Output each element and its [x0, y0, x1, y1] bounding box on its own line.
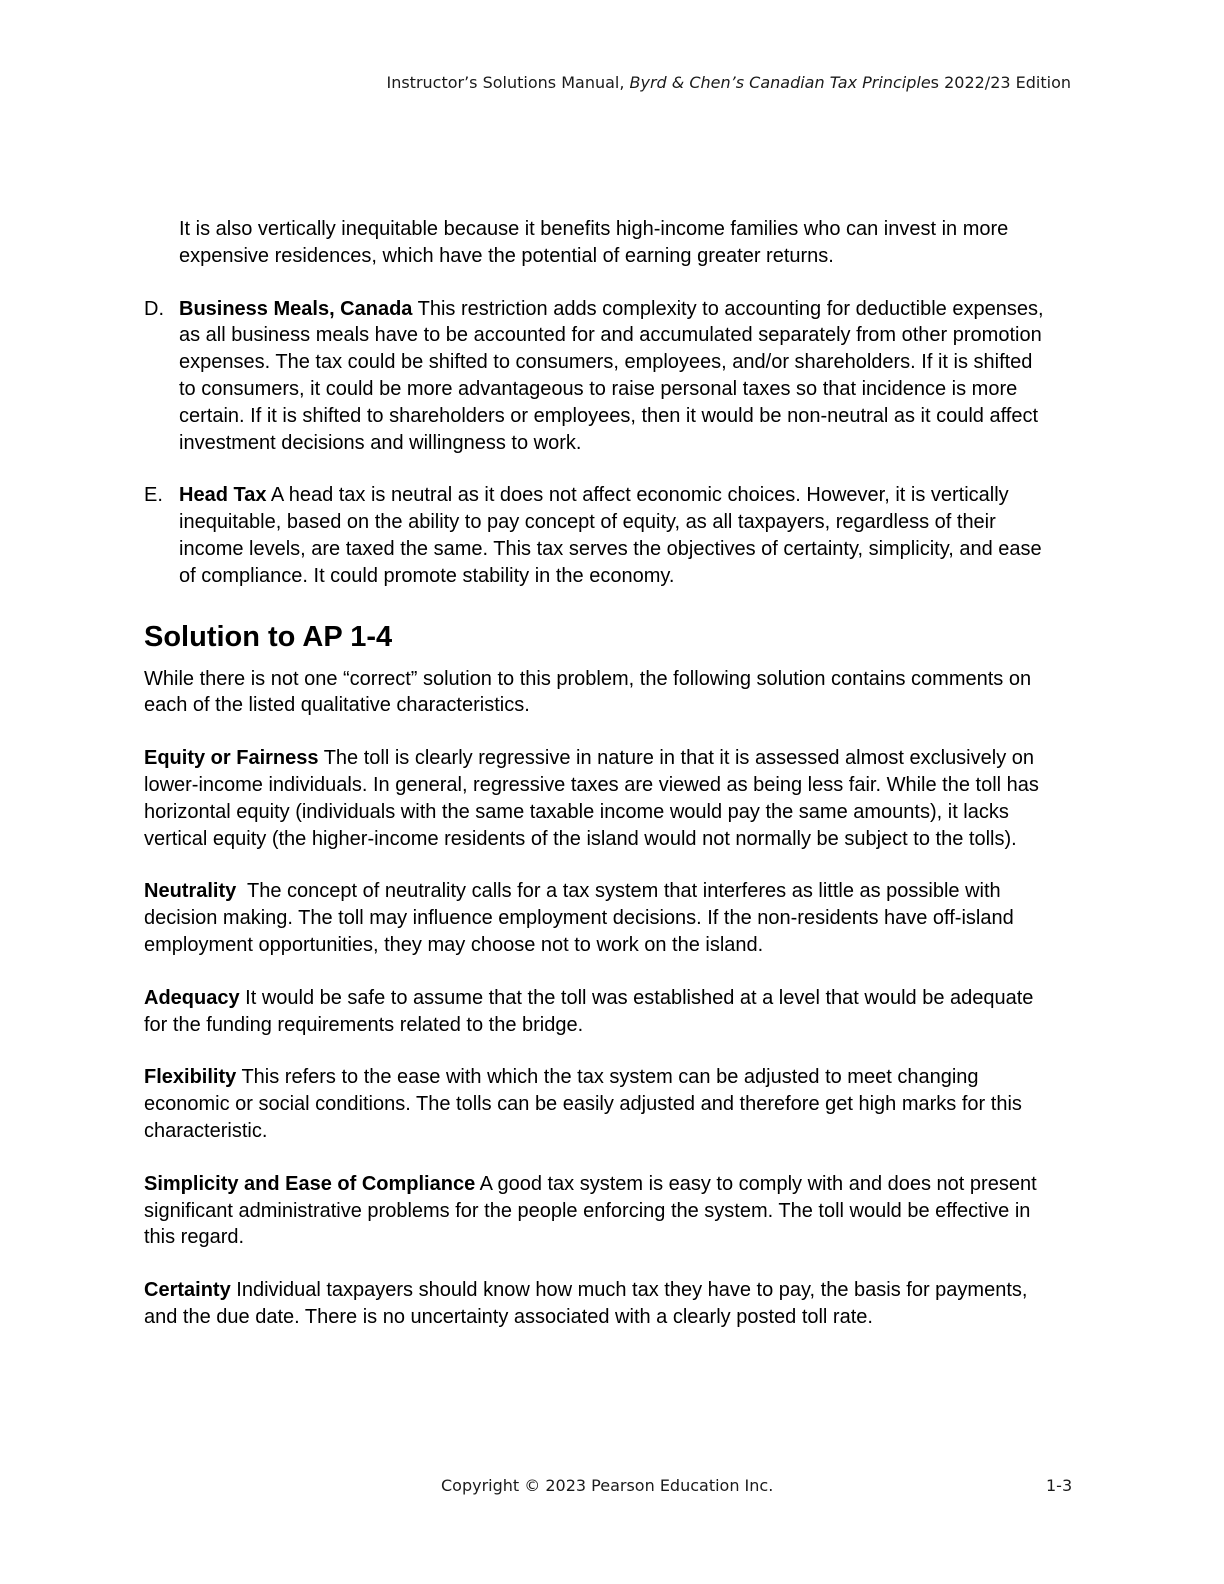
- characteristic-term: Certainty: [144, 1279, 231, 1302]
- characteristic-text: This refers to the ease with which the tax system can be adjusted to meet changing economic or social conditions. The tolls can be easily adjusted and therefore get high marks for this characteristic.: [144, 1066, 1022, 1142]
- item-term: Head Tax: [179, 484, 267, 507]
- characteristic-text: The toll is clearly regressive in nature in that it is assessed almost exclusively on lower-income individuals. In general, regressive taxes are viewed as being less fair. While the toll has horizontal equity (individuals with the same taxable income would pay the same amounts), it lacks vertical equity (the higher-income residents of the island would not normally be subject to the tolls).: [144, 747, 1039, 850]
- characteristic-equity: [144, 745, 1044, 852]
- header-prefix: Instructor’s Solutions Manual,: [386, 73, 630, 92]
- page-body: [144, 216, 1044, 1331]
- characteristic-certainty: [144, 1277, 1044, 1331]
- list-item-e: [144, 482, 1044, 589]
- characteristic-term: Adequacy: [144, 986, 240, 1009]
- item-text: A head tax is neutral as it does not affect economic choices. However, it is vertically inequitable, based on the ability to pay concept of equity, as all taxpayers, regardless of their income levels, are taxed the same. This tax serves the objectives of certainty, simplicity, and ease of compliance. It could promote stability in the economy.: [179, 484, 1042, 587]
- intro-paragraph: While there is not one “correct” solution to this problem, the following solution contains comments on each of the listed qualitative characteristics.: [144, 667, 1032, 717]
- characteristic-term: Flexibility: [144, 1066, 237, 1089]
- characteristic-term: Equity or Fairness: [144, 747, 319, 770]
- characteristic-adequacy: [144, 985, 1044, 1039]
- running-header: [386, 73, 1071, 92]
- characteristic-flexibility: [144, 1064, 1044, 1144]
- copyright-notice: Copyright © 2023 Pearson Education Inc.: [441, 1476, 774, 1495]
- list-letter: D.: [144, 297, 164, 320]
- characteristic-simplicity: [144, 1171, 1044, 1251]
- item-text: This restriction adds complexity to accounting for deductible expenses, as all business meals have to be accounted for and accumulated separately from other promotion expenses. The tax could be shifted to consumers, employees, and/or shareholders. If it is shifted to consumers, it could be more advantageous to raise personal taxes so that incidence is more certain. If it is shifted to shareholders or employees, then it would be non-neutral as it could affect investment decisions and willingness to work.: [179, 297, 1044, 454]
- characteristic-term: Neutrality: [144, 880, 237, 903]
- characteristic-term: Simplicity and Ease of Compliance: [144, 1172, 476, 1195]
- list-item-d: [144, 296, 1044, 457]
- header-book-title: Byrd & Chen’s Canadian Tax Principle: [629, 73, 931, 92]
- section-heading: Solution to AP 1-4: [144, 620, 393, 653]
- characteristic-text: A good tax system is easy to comply with and does not present significant administrative problems for the people enforcing the system. The toll would be effective in this regard.: [144, 1172, 1037, 1249]
- characteristic-text: It would be safe to assume that the toll was established at a level that would be adequate for the funding requirements related to the bridge.: [144, 986, 1034, 1036]
- characteristic-text: The concept of neutrality calls for a tax system that interferes as little as possible with decision making. The toll may influence employment decisions. If the non-residents have off-island employment opportunities, they may choose not to work on the island.: [144, 880, 1020, 956]
- characteristic-neutrality: [144, 878, 1044, 958]
- page-number: 1-3: [1046, 1476, 1073, 1495]
- continuation-paragraph: It is also vertically inequitable because it benefits high-income families who can invest in more expensive residences, which have the potential of earning greater returns.: [179, 218, 1009, 267]
- item-term: Business Meals, Canada: [179, 297, 413, 320]
- list-letter: E.: [144, 484, 163, 507]
- header-suffix: s 2022/23 Edition: [930, 73, 1071, 92]
- characteristic-text: Individual taxpayers should know how much tax they have to pay, the basis for payments, and the due date. There is no uncertainty associated with a clearly posted toll rate.: [144, 1279, 1028, 1328]
